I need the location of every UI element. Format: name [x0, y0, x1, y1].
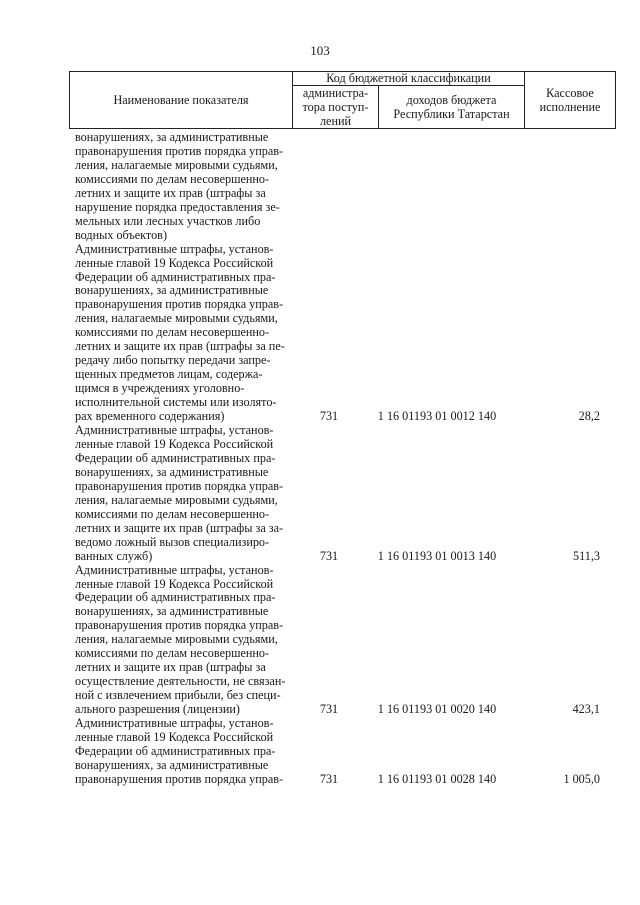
indicator-name: вонарушениях, за административные правонарушения против порядка управ- ления, налагаемые мировыми судьями, комиссиями по делам несовершенно- летних и защите их прав (штрафы за нарушение порядка предоставления зе- мельных или лесных участков либо водных объектов) — [75, 130, 284, 242]
table-row — [75, 564, 616, 717]
table-row — [75, 424, 616, 564]
admin-code: 731 — [319, 409, 339, 424]
cash-execution: 423,1 — [572, 702, 600, 717]
admin-code: 731 — [319, 548, 339, 563]
header-bottom-border — [69, 128, 616, 129]
budget-code: 1 16 01193 01 0020 140 — [377, 702, 497, 717]
admin-column-header: администра- тора поступ- лений — [302, 86, 369, 128]
admin-code: 731 — [319, 771, 339, 786]
amount-column-header: Кассовое исполнение — [539, 85, 601, 114]
admin-code: 731 — [319, 702, 339, 717]
budget-code: 1 16 01193 01 0013 140 — [377, 548, 497, 563]
income-column-header: доходов бюджета Республики Татарстан — [393, 93, 510, 121]
indicator-name: Административные штрафы, установ- ленные главой 19 Кодекса Российской Федерации об административных пра- вонарушениях, за административные правонарушения против порядка управ- ления, налагаемые мировыми судьями, комиссиями по делам несовершенно- летних и защите их прав (штрафы за осуществление деятельности, не связан- ной с извлечением прибыли, без специ- ального разрешения (лицензии) — [75, 562, 286, 717]
table-row — [75, 243, 616, 424]
indicator-name: Административные штрафы, установ- ленные главой 19 Кодекса Российской Федерации об административных пра- вонарушениях, за административные правонарушения против порядка управ- ления, налагаемые мировыми судьями, комиссиями по делам несовершенно- летних и защите их прав (штрафы за пе- редачу либо попытку передачи запре- щенных предметов лицам, содержа- щимся в учреждениях уголовно- исполнительной системы или изолято- рах временного содержания) — [75, 241, 285, 424]
cash-execution: 28,2 — [578, 409, 600, 424]
indicator-name: Административные штрафы, установ- ленные главой 19 Кодекса Российской Федерации об административных пра- вонарушениях, за административные правонарушения против порядка управ- ления, налагаемые мировыми судьями, комиссиями по делам несовершенно- летних и защите их прав (штрафы за за- ведомо ложный вызов специализиро- ванных служб) — [75, 423, 284, 563]
indicator-name: Административные штрафы, установ- ленные главой 19 Кодекса Российской Федерации об административных пра- вонарушениях, за административные правонарушения против порядка управ- — [75, 716, 284, 786]
cash-execution: 511,3 — [573, 548, 600, 563]
header-right-border — [615, 71, 616, 129]
code-group-header: Код бюджетной классификации — [326, 71, 491, 85]
table-row — [75, 717, 616, 787]
name-column-header: Наименование показателя — [113, 92, 249, 107]
table-body — [75, 131, 616, 787]
table-header — [69, 71, 616, 129]
table-row — [75, 131, 616, 243]
budget-code: 1 16 01193 01 0012 140 — [377, 409, 497, 424]
budget-code: 1 16 01193 01 0028 140 — [377, 771, 497, 786]
page-number: 103 — [310, 43, 330, 58]
cash-execution: 1 005,0 — [563, 771, 600, 786]
